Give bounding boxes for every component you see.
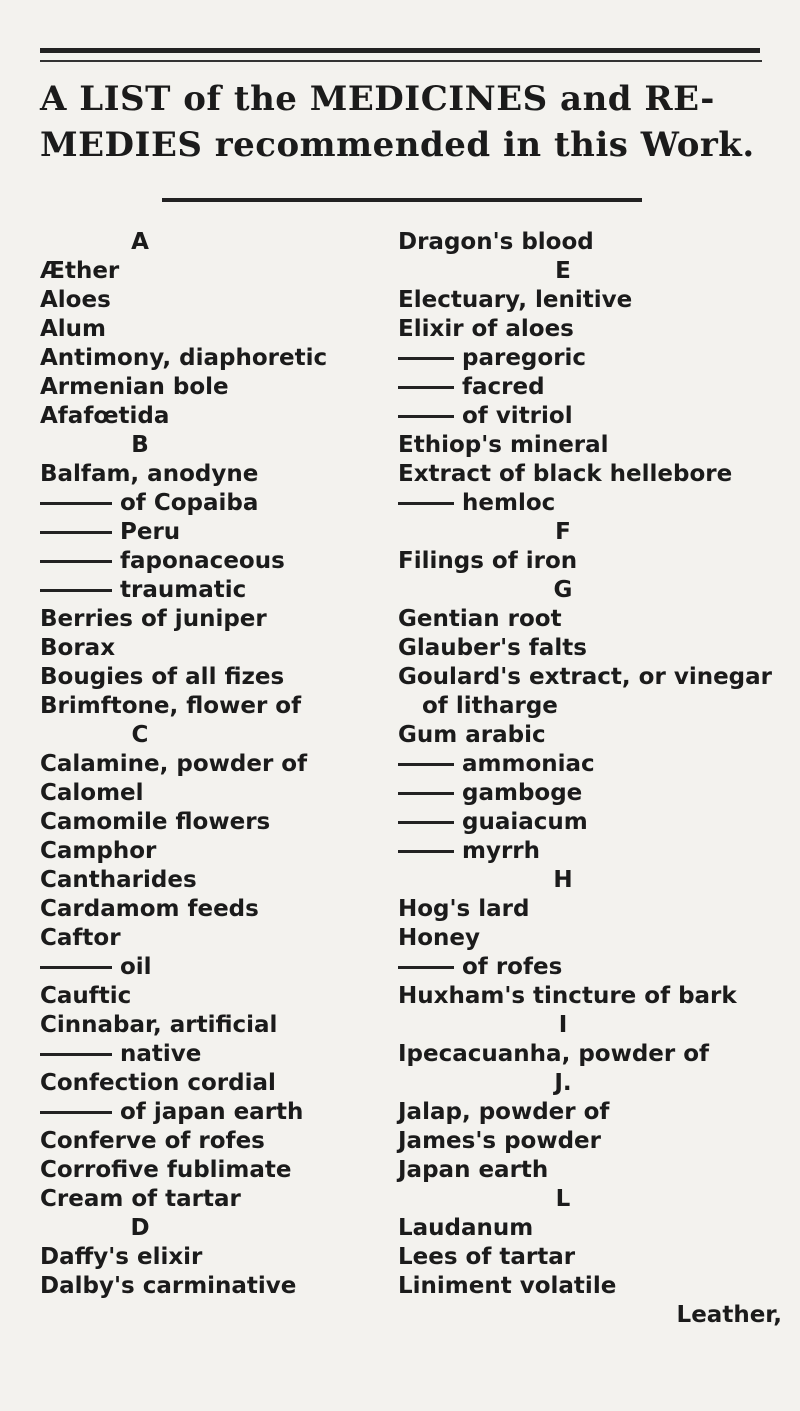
list-item <box>40 402 385 431</box>
ditto-dash <box>40 502 112 505</box>
section-letter <box>40 228 240 257</box>
list-item <box>398 1040 800 1069</box>
list-item <box>40 866 385 895</box>
item-text: guaiacum <box>462 809 588 835</box>
item-text: Goulard's extract, or vinegar <box>398 664 772 690</box>
list-item <box>40 315 385 344</box>
list-item <box>398 692 800 721</box>
list-item <box>40 750 385 779</box>
item-text: Armenian bole <box>40 374 229 400</box>
item-text: L <box>555 1186 571 1212</box>
section-letter <box>40 721 240 750</box>
item-text: James's powder <box>398 1128 601 1154</box>
item-text: gamboge <box>462 780 583 806</box>
list-item <box>40 779 385 808</box>
list-item <box>40 1185 385 1214</box>
item-text: Electuary, lenitive <box>398 287 633 313</box>
item-text: Dalby's carminative <box>40 1273 297 1299</box>
item-text: Gum arabic <box>398 722 546 748</box>
item-text: J. <box>554 1070 572 1096</box>
list-item <box>40 1098 385 1127</box>
heading-rule <box>162 198 642 202</box>
section-letter <box>40 431 240 460</box>
item-text: Peru <box>120 519 181 545</box>
item-text: Honey <box>398 925 481 951</box>
ditto-dash <box>398 357 454 360</box>
list-item <box>40 576 385 605</box>
ditto-dash <box>398 792 454 795</box>
item-text: Elixir of aloes <box>398 316 574 342</box>
item-text: Confection cordial <box>40 1070 276 1096</box>
list-item <box>398 344 800 373</box>
ditto-dash <box>40 1111 112 1114</box>
list-item <box>398 402 800 431</box>
page-title: A LIST of the MEDICINES and RE- MEDIES recommended in this Work. <box>40 79 755 165</box>
section-letter <box>398 576 728 605</box>
item-text: Liniment volatile <box>398 1273 617 1299</box>
list-item <box>40 982 385 1011</box>
list-item <box>398 895 800 924</box>
item-text: hemloc <box>462 490 556 516</box>
list-item <box>40 344 385 373</box>
item-text: Antimony, diaphoretic <box>40 345 328 371</box>
item-text: Brimftone, flower of <box>40 693 302 719</box>
item-text: E <box>555 258 571 284</box>
list-item <box>398 547 800 576</box>
list-item <box>40 924 385 953</box>
list-item <box>398 286 800 315</box>
ditto-dash <box>398 502 454 505</box>
ditto-dash <box>398 415 454 418</box>
item-text: Japan earth <box>398 1157 549 1183</box>
item-text: myrrh <box>462 838 541 864</box>
list-item <box>40 692 385 721</box>
ditto-dash <box>398 763 454 766</box>
list-item <box>398 1156 800 1185</box>
section-letter <box>398 518 728 547</box>
ditto-dash <box>40 531 112 534</box>
item-text: I <box>558 1012 568 1038</box>
item-text: Conferve of rofes <box>40 1128 265 1154</box>
list-item <box>40 518 385 547</box>
item-text: Glauber's falts <box>398 635 587 661</box>
item-text: of rofes <box>462 954 563 980</box>
item-text: C <box>131 722 149 748</box>
item-text: oil <box>120 954 152 980</box>
list-item <box>398 460 800 489</box>
item-text: Cauftic <box>40 983 132 1009</box>
item-text: facred <box>462 374 545 400</box>
item-text: of vitriol <box>462 403 573 429</box>
list-item <box>40 286 385 315</box>
ditto-dash <box>40 966 112 969</box>
ditto-dash <box>398 821 454 824</box>
item-text: Berries of juniper <box>40 606 267 632</box>
list-item <box>40 634 385 663</box>
item-text: Æther <box>40 258 120 284</box>
ditto-dash <box>40 589 112 592</box>
list-item <box>40 605 385 634</box>
item-text: traumatic <box>120 577 247 603</box>
list-item <box>398 779 800 808</box>
ditto-dash <box>40 560 112 563</box>
item-text: Ethiop's mineral <box>398 432 609 458</box>
item-text: Extract of black hellebore <box>398 461 733 487</box>
item-text: Calamine, powder of <box>40 751 308 777</box>
item-text: Calomel <box>40 780 144 806</box>
item-text: G <box>553 577 573 603</box>
item-text: Laudanum <box>398 1215 534 1241</box>
list-item <box>398 315 800 344</box>
item-text: Lees of tartar <box>398 1244 576 1270</box>
item-text: Caftor <box>40 925 121 951</box>
list-item <box>398 721 800 750</box>
item-text: of Copaiba <box>120 490 259 516</box>
top-thin-rule <box>40 60 762 62</box>
item-text: A <box>131 229 149 255</box>
item-text: Bougies of all fizes <box>40 664 285 690</box>
item-text: Daffy's elixir <box>40 1244 203 1270</box>
ditto-dash <box>398 386 454 389</box>
list-item <box>398 924 800 953</box>
item-text: Cardamom feeds <box>40 896 259 922</box>
list-item <box>40 663 385 692</box>
item-text: Gentian root <box>398 606 562 632</box>
item-text: Ipecacuanha, powder of <box>398 1041 710 1067</box>
list-item <box>398 489 800 518</box>
list-item <box>398 605 800 634</box>
list-item <box>40 1272 385 1301</box>
item-text: Borax <box>40 635 116 661</box>
item-text: F <box>555 519 571 545</box>
item-text: Cantharides <box>40 867 197 893</box>
list-item <box>398 431 800 460</box>
ditto-dash <box>398 966 454 969</box>
list-item <box>40 837 385 866</box>
list-item <box>40 460 385 489</box>
item-text: Camphor <box>40 838 157 864</box>
list-item <box>40 1069 385 1098</box>
list-item <box>398 1272 800 1301</box>
list-item <box>40 373 385 402</box>
list-item <box>40 489 385 518</box>
catchword: Leather, <box>676 1302 782 1328</box>
item-text: Cream of tartar <box>40 1186 241 1212</box>
list-item <box>398 1127 800 1156</box>
item-text: Corrofive fublimate <box>40 1157 292 1183</box>
list-item <box>398 750 800 779</box>
list-item <box>398 373 800 402</box>
item-text: of japan earth <box>120 1099 304 1125</box>
list-item <box>398 634 800 663</box>
item-text: Camomile flowers <box>40 809 271 835</box>
item-text: H <box>553 867 573 893</box>
list-item <box>398 953 800 982</box>
list-item <box>40 257 385 286</box>
list-item <box>398 808 800 837</box>
list-item <box>40 895 385 924</box>
item-text: of litharge <box>422 693 558 719</box>
list-item <box>40 1156 385 1185</box>
section-letter <box>398 866 728 895</box>
item-text: Balfam, anodyne <box>40 461 259 487</box>
item-text: paregoric <box>462 345 587 371</box>
list-item <box>398 837 800 866</box>
left-column <box>40 228 385 1301</box>
item-text: Alum <box>40 316 107 342</box>
item-text: Dragon's blood <box>398 229 594 255</box>
list-item <box>398 1214 800 1243</box>
list-item <box>40 808 385 837</box>
section-letter <box>398 1011 728 1040</box>
item-text: Hog's lard <box>398 896 530 922</box>
item-text: Afafœtida <box>40 403 170 429</box>
item-text: Cinnabar, artificial <box>40 1012 278 1038</box>
list-item <box>398 1243 800 1272</box>
item-text: ammoniac <box>462 751 595 777</box>
list-item <box>398 228 800 257</box>
list-item <box>398 982 800 1011</box>
list-item <box>398 663 800 692</box>
section-letter <box>398 257 728 286</box>
item-text: Huxham's tincture of bark <box>398 983 737 1009</box>
section-letter <box>40 1214 240 1243</box>
list-item <box>40 1011 385 1040</box>
ditto-dash <box>40 1053 112 1056</box>
list-item <box>40 953 385 982</box>
top-double-rule <box>40 48 760 53</box>
right-column <box>398 228 800 1330</box>
item-text: Aloes <box>40 287 111 313</box>
item-text: native <box>120 1041 202 1067</box>
list-item <box>40 547 385 576</box>
section-letter <box>398 1069 728 1098</box>
item-text: D <box>130 1215 150 1241</box>
list-item <box>398 1098 800 1127</box>
item-text: Filings of iron <box>398 548 578 574</box>
list-item <box>40 1127 385 1156</box>
item-text: Jalap, powder of <box>398 1099 610 1125</box>
list-item <box>40 1040 385 1069</box>
ditto-dash <box>398 850 454 853</box>
section-letter <box>398 1185 728 1214</box>
item-text: faponaceous <box>120 548 285 574</box>
list-item <box>40 1243 385 1272</box>
item-text: B <box>131 432 149 458</box>
